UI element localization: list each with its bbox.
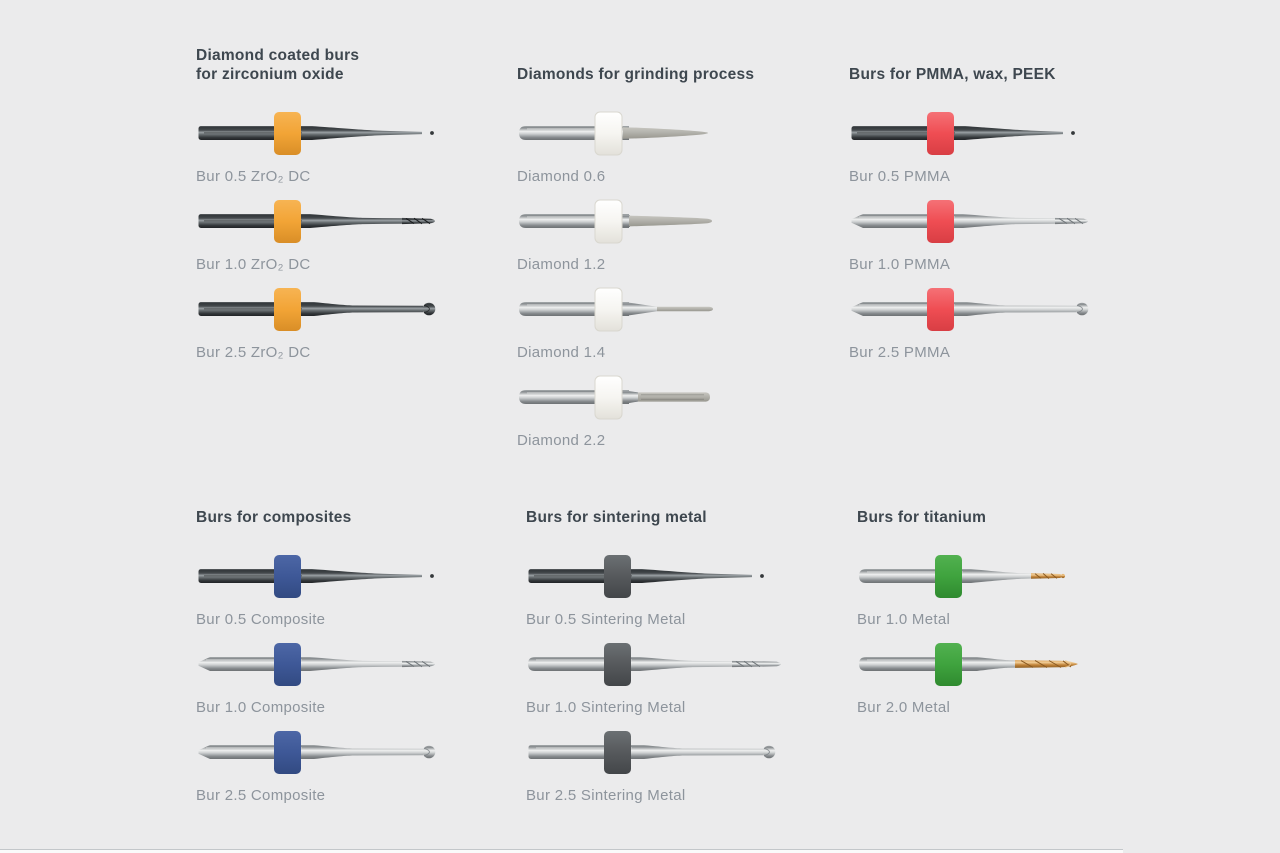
section-title-line: Burs for composites (196, 509, 352, 526)
diamond-1-2-image (517, 193, 719, 249)
bur-item-diamond-2-2 (517, 369, 754, 450)
section-title-pmma (849, 65, 1095, 84)
bur-label: Bur 0.5 Sintering Metal (526, 611, 686, 628)
bur-item-bur-1-0-pmma (849, 193, 1095, 274)
bur-label: Diamond 2.2 (517, 432, 606, 449)
bur-2-5-zro-dc-image (196, 281, 439, 337)
bur-figure-bur-0-5-pmma (849, 105, 1095, 161)
bur-label: Diamond 1.4 (517, 344, 606, 361)
bur-figure-diamond-0-6 (517, 105, 754, 161)
ring-collar-white (595, 112, 622, 155)
bur-item-bur-2-5-composite (196, 724, 442, 805)
bur-0-5-zro-dc-image (196, 105, 441, 161)
bur-1-0-sintering-metal-image (526, 636, 788, 692)
section-title-diamonds (517, 65, 754, 84)
section-title-titanium (857, 508, 1082, 527)
section-titanium (857, 508, 1082, 724)
bur-label: Bur 2.5 ZrO₂ DC (196, 344, 311, 361)
bur-figure-bur-2-5-zro-dc (196, 281, 442, 337)
bur-label: Bur 1.0 Sintering Metal (526, 699, 686, 716)
ring-collar-gray (604, 643, 631, 686)
bur-item-list (849, 105, 1095, 362)
ring-collar-blue (274, 731, 301, 774)
bur-figure-bur-1-0-metal (857, 548, 1082, 604)
bur-figure-diamond-2-2 (517, 369, 754, 425)
bur-figure-bur-2-5-composite (196, 724, 442, 780)
ring-collar-white (595, 288, 622, 331)
page-bottom-rule (0, 849, 1123, 853)
bur-item-bur-0-5-composite (196, 548, 442, 629)
ring-collar-red (927, 112, 954, 155)
bur-item-bur-1-0-sintering-metal (526, 636, 788, 717)
section-title-line: Burs for sintering metal (526, 509, 707, 526)
diamond-2-2-image (517, 369, 714, 425)
bur-label: Bur 0.5 ZrO₂ DC (196, 168, 311, 185)
bur-label: Bur 2.5 Sintering Metal (526, 787, 686, 804)
section-title-line: for zirconium oxide (196, 66, 344, 83)
diamond-1-4-image (517, 281, 717, 337)
bur-label: Bur 1.0 Composite (196, 699, 326, 716)
section-composites (196, 508, 442, 812)
bur-figure-bur-0-5-zro-dc (196, 105, 442, 161)
ring-collar-blue (274, 555, 301, 598)
bur-item-bur-2-5-zro-dc (196, 281, 442, 362)
ring-collar-orange (274, 288, 301, 331)
bur-1-0-pmma-image (849, 193, 1095, 249)
bur-figure-bur-0-5-sintering-metal (526, 548, 788, 604)
ring-collar-green (935, 555, 962, 598)
bur-item-bur-1-0-composite (196, 636, 442, 717)
bur-item-list (196, 548, 442, 805)
bur-item-bur-1-0-metal (857, 548, 1082, 629)
bur-label: Diamond 0.6 (517, 168, 606, 185)
bur-item-bur-2-0-metal (857, 636, 1082, 717)
section-title-line: Burs for PMMA, wax, PEEK (849, 66, 1056, 83)
bur-figure-diamond-1-4 (517, 281, 754, 337)
bur-2-5-pmma-image (849, 281, 1092, 337)
bur-figure-bur-1-0-sintering-metal (526, 636, 788, 692)
section-title-composites (196, 508, 442, 527)
bur-figure-bur-2-5-pmma (849, 281, 1095, 337)
bur-label: Bur 2.0 Metal (857, 699, 951, 716)
bur-label: Bur 0.5 PMMA (849, 168, 951, 185)
section-diamonds (517, 65, 754, 457)
bur-item-bur-1-0-zro-dc (196, 193, 442, 274)
section-title-line: Burs for titanium (857, 509, 987, 526)
bur-item-bur-0-5-zro-dc (196, 105, 442, 186)
ring-collar-white (595, 376, 622, 419)
bur-label: Bur 2.5 Composite (196, 787, 326, 804)
ring-collar-gray (604, 555, 631, 598)
ring-collar-orange (274, 200, 301, 243)
section-title-line: Diamond coated burs (196, 47, 360, 64)
bur-figure-bur-2-5-sintering-metal (526, 724, 788, 780)
bur-label: Bur 1.0 ZrO₂ DC (196, 256, 311, 273)
bur-item-bur-2-5-pmma (849, 281, 1095, 362)
bur-label: Bur 1.0 PMMA (849, 256, 951, 273)
bur-item-list (526, 548, 788, 805)
bur-1-0-composite-image (196, 636, 442, 692)
bur-2-5-composite-image (196, 724, 439, 780)
section-pmma (849, 65, 1095, 369)
ring-collar-red (927, 288, 954, 331)
bur-figure-bur-0-5-composite (196, 548, 442, 604)
bur-item-diamond-1-4 (517, 281, 754, 362)
bur-figure-bur-2-0-metal (857, 636, 1082, 692)
ring-collar-white (595, 200, 622, 243)
bur-label: Bur 1.0 Metal (857, 611, 951, 628)
bur-item-bur-2-5-sintering-metal (526, 724, 788, 805)
bur-figure-bur-1-0-composite (196, 636, 442, 692)
bur-0-5-pmma-image (849, 105, 1082, 161)
section-zirconia (196, 46, 442, 369)
bur-0-5-sintering-metal-image (526, 548, 771, 604)
bur-2-0-metal-image (857, 636, 1082, 692)
section-title-sintering (526, 508, 788, 527)
bur-2-5-sintering-metal-image (526, 724, 779, 780)
bur-figure-bur-1-0-pmma (849, 193, 1095, 249)
bur-label: Bur 2.5 PMMA (849, 344, 951, 361)
bur-item-bur-0-5-pmma (849, 105, 1095, 186)
ring-collar-orange (274, 112, 301, 155)
bur-1-0-zro-dc-image (196, 193, 442, 249)
bur-figure-diamond-1-2 (517, 193, 754, 249)
ring-collar-gray (604, 731, 631, 774)
bur-item-list (196, 105, 442, 362)
bur-label: Bur 0.5 Composite (196, 611, 326, 628)
bur-0-5-composite-image (196, 548, 441, 604)
bur-item-bur-0-5-sintering-metal (526, 548, 788, 629)
bur-item-diamond-1-2 (517, 193, 754, 274)
bur-item-list (857, 548, 1082, 717)
bur-1-0-metal-image (857, 548, 1070, 604)
diamond-0-6-image (517, 105, 717, 161)
section-title-zirconia (196, 46, 442, 84)
section-sintering (526, 508, 788, 812)
bur-item-list (517, 105, 754, 450)
ring-collar-green (935, 643, 962, 686)
bur-item-diamond-0-6 (517, 105, 754, 186)
bur-figure-bur-1-0-zro-dc (196, 193, 442, 249)
ring-collar-red (927, 200, 954, 243)
ring-collar-blue (274, 643, 301, 686)
section-title-line: Diamonds for grinding process (517, 66, 755, 83)
bur-label: Diamond 1.2 (517, 256, 606, 273)
